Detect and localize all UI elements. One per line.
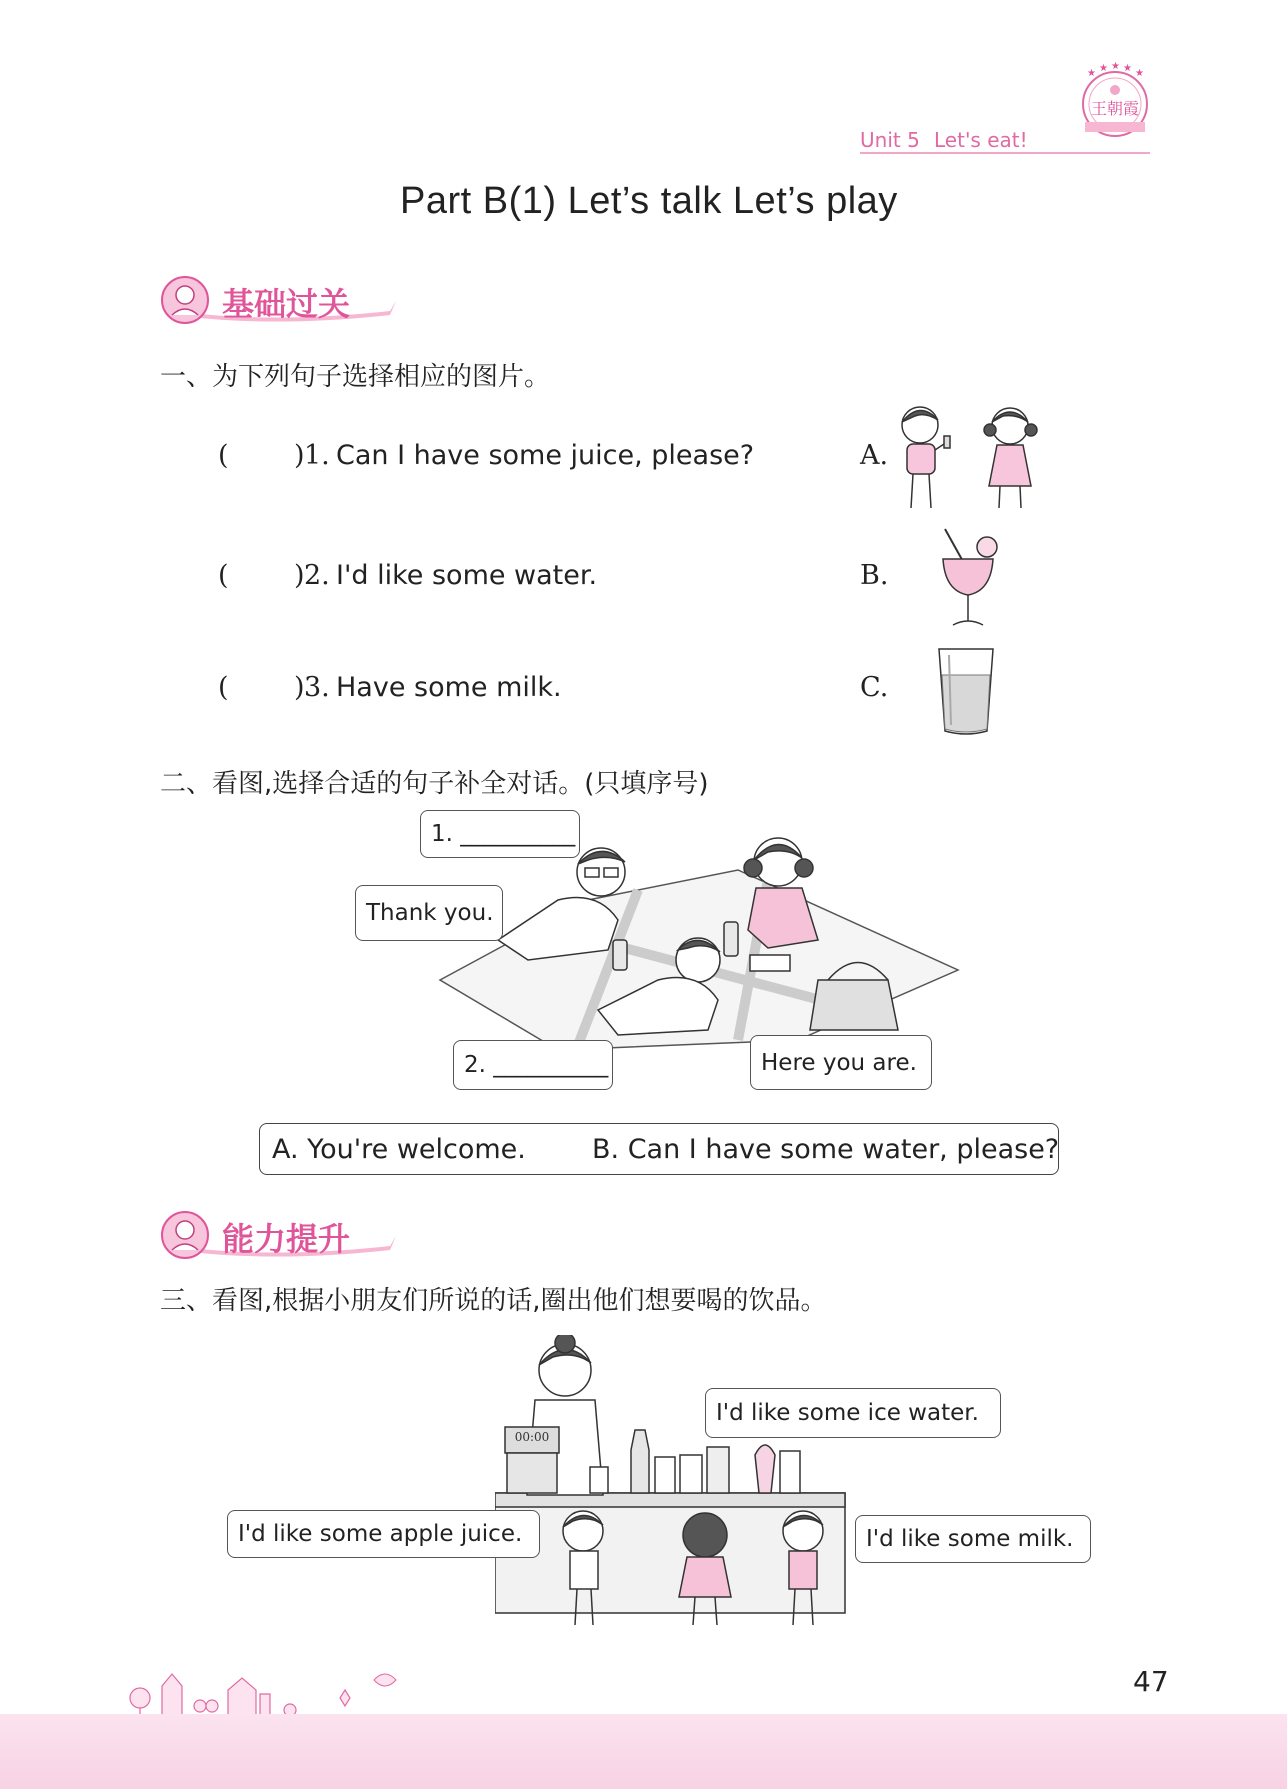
- header-underline: [860, 152, 1150, 154]
- bottom-decoration: [370, 1668, 400, 1692]
- option-label-a: A.: [860, 440, 889, 471]
- item-number: 1.: [304, 440, 330, 471]
- item-sentence: I'd like some water.: [336, 560, 598, 591]
- answer-blank[interactable]: [232, 672, 292, 708]
- answer-blank[interactable]: [232, 560, 292, 596]
- speech-bubble-ice-water: I'd like some ice water.: [705, 1388, 1001, 1438]
- svg-text:★: ★: [1111, 62, 1120, 72]
- section-badge-label: 能力提升: [222, 1220, 351, 1258]
- answer-paren-close: ): [294, 672, 305, 703]
- picture-two-children: [885, 400, 1055, 512]
- answer-paren-open: (: [218, 560, 229, 591]
- speech-bubble-milk: I'd like some milk.: [855, 1515, 1091, 1563]
- unit-title: Let's eat!: [934, 128, 1028, 152]
- item-sentence: Have some milk.: [336, 672, 562, 703]
- option-b: B. Can I have some water, please?: [592, 1134, 1060, 1165]
- page-title: Part B(1) Let’s talk Let’s play: [400, 180, 898, 222]
- bottom-band: [0, 1714, 1287, 1789]
- item-number: 2.: [304, 560, 330, 591]
- svg-text:王朝霞: 王朝霞: [1090, 99, 1140, 118]
- speech-bubble-1: 1. __________: [420, 810, 580, 858]
- option-label-c: C.: [860, 672, 889, 703]
- item-sentence: Can I have some juice, please?: [336, 440, 755, 471]
- speech-bubble-thank-you: Thank you.: [355, 885, 503, 941]
- unit-label: Unit 5: [860, 128, 920, 152]
- answer-paren-close: ): [294, 440, 305, 471]
- drink-shop-illustration: [495, 1335, 850, 1630]
- section-badge-advanced: [160, 1210, 400, 1260]
- picnic-illustration: [438, 830, 968, 1060]
- item-number: 3.: [304, 672, 330, 703]
- answer-paren-open: (: [218, 440, 229, 471]
- section-badge-label: 基础过关: [222, 285, 351, 323]
- answer-blank[interactable]: [232, 440, 292, 476]
- option-label-b: B.: [860, 560, 889, 591]
- question2-heading: 二、看图,选择合适的句子补全对话。(只填序号): [160, 769, 709, 799]
- counter-display: 00:00: [514, 1430, 550, 1444]
- speech-bubble-here-you-are: Here you are.: [750, 1035, 932, 1090]
- options-box: [259, 1123, 1059, 1175]
- svg-text:★: ★: [1099, 63, 1108, 74]
- bottom-decoration: [120, 1650, 400, 1720]
- svg-text:★: ★: [1135, 68, 1144, 79]
- question3-heading: 三、看图,根据小朋友们所说的话,圈出他们想要喝的饮品。: [160, 1286, 827, 1316]
- question1-item: [218, 560, 778, 600]
- speech-bubble-2: 2. __________: [453, 1040, 613, 1090]
- answer-paren-close: ): [294, 560, 305, 591]
- section-badge-basic: [160, 275, 400, 325]
- answer-paren-open: (: [218, 672, 229, 703]
- question1-item: [218, 440, 778, 480]
- question1-heading: 一、为下列句子选择相应的图片。: [160, 362, 551, 392]
- picture-juice-glass: [935, 525, 1005, 630]
- speech-bubble-apple-juice: I'd like some apple juice.: [227, 1510, 540, 1558]
- option-a: A. You're welcome.: [272, 1134, 526, 1165]
- svg-text:★: ★: [1087, 68, 1096, 79]
- page-number: 47: [1133, 1665, 1169, 1698]
- svg-text:★: ★: [1123, 63, 1132, 74]
- question1-item: [218, 672, 778, 712]
- picture-water-glass: [935, 645, 997, 737]
- publisher-logo: [1075, 62, 1155, 142]
